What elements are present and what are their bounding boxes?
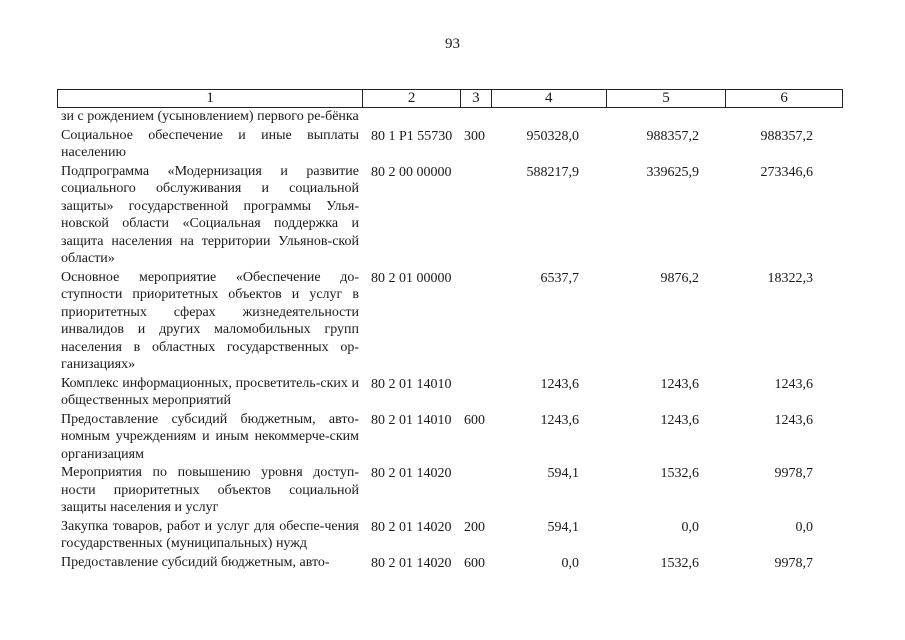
row-value-col-6: 273346,6 [760,164,813,180]
row-value-col-6: 0,0 [795,519,813,535]
row-value-col-5: 1532,6 [660,555,699,571]
header-col-5: 5 [607,90,727,107]
row-value-col-4: 950328,0 [526,128,579,144]
row-expense-type [461,375,492,410]
table-body [57,108,843,572]
row-code: 80 2 01 14010 [371,376,452,392]
row-value-col-4: 588217,9 [526,164,579,180]
row-value-col-5: 339625,9 [646,164,699,180]
row-expense-type [461,108,492,126]
row-value-col-6: 18322,3 [767,270,813,286]
row-name: Основное мероприятие «Обеспечение до-ступности приоритетных объектов и услуг в приоритетных сферах жизнедеятельности инвалидов и других маломобильных групп населения в областных государственных ор-ганизациях» [61,269,359,372]
row-value-col-4: 6537,7 [540,270,579,286]
row-value-col-6: 9978,7 [774,466,813,481]
table-row [57,127,843,162]
table-row [57,108,843,126]
row-name: Предоставление субсидий бюджетным, авто-номным учреждениям и иным некоммерче-ским организациям [61,411,359,462]
row-code: 80 2 01 00000 [371,270,452,286]
row-code: 80 1 P1 55730 [371,128,453,144]
row-value-col-5: 0,0 [681,519,699,535]
row-value-col-4 [492,108,607,126]
row-name: Закупка товаров, работ и услуг для обеспе-чения государственных (муниципальных) нужд [61,518,359,551]
row-code [363,108,461,126]
row-value-col-5 [607,108,727,126]
row-name: Социальное обеспечение и иные выплаты населению [61,127,359,160]
row-value-col-5: 1243,6 [660,412,699,428]
row-value-col-6: 1243,6 [774,412,813,428]
page-number: 93 [445,36,460,52]
table-row [57,518,843,553]
row-value-col-4: 1243,6 [540,376,579,392]
row-value-col-4: 594,1 [547,466,579,481]
row-name: Предоставление субсидий бюджетным, авто- [61,554,330,570]
header-col-2: 2 [363,90,461,107]
header-col-6: 6 [780,90,788,106]
row-expense-type: 300 [464,128,485,144]
row-code: 80 2 00 00000 [371,164,452,180]
row-name: Комплекс информационных, просветитель-ских и общественных мероприятий [61,375,359,408]
table-row [57,163,843,268]
row-expense-type: 600 [464,555,485,571]
row-code: 80 2 01 14020 [371,519,452,535]
row-expense-type [461,464,492,517]
row-value-col-6: 9978,7 [774,555,813,571]
row-name: Подпрограмма «Модернизация и развитие социального обслуживания и социальной защиты» государственной программы Улья-новской области «Социальная поддержка и защита населения на территории Ульянов-ской области» [61,163,359,266]
row-value-col-5: 988357,2 [646,128,699,144]
table-row [57,375,843,410]
row-code: 80 2 01 14020 [371,466,452,481]
row-name: Мероприятия по повышению уровня доступ-ности приоритетных объектов социальной защиты населения и услуг [61,465,359,515]
row-value-col-5: 1532,6 [660,466,699,481]
row-value-col-5: 9876,2 [660,270,699,286]
row-expense-type [461,163,492,268]
table-row [57,554,843,573]
header-col-1: 1 [58,90,363,107]
row-value-col-6 [727,108,843,126]
header-col-3: 3 [461,90,492,107]
header-col-4: 4 [492,90,607,107]
row-code: 80 2 01 14010 [371,412,452,428]
row-value-col-4: 0,0 [561,555,579,571]
row-value-col-6: 1243,6 [774,376,813,392]
table-row [57,269,843,374]
row-value-col-4: 594,1 [547,519,579,535]
row-expense-type [461,269,492,374]
row-value-col-5: 1243,6 [660,376,699,392]
row-expense-type: 200 [464,519,485,535]
row-name: зи с рождением (усыновлением) первого ре-бёнка [61,109,359,124]
row-value-col-4: 1243,6 [540,412,579,428]
table-row [57,411,843,464]
table-row [57,464,843,517]
row-code: 80 2 01 14020 [371,555,452,571]
row-value-col-6: 988357,2 [760,128,813,144]
table-header [57,89,843,108]
row-expense-type: 600 [464,412,485,428]
